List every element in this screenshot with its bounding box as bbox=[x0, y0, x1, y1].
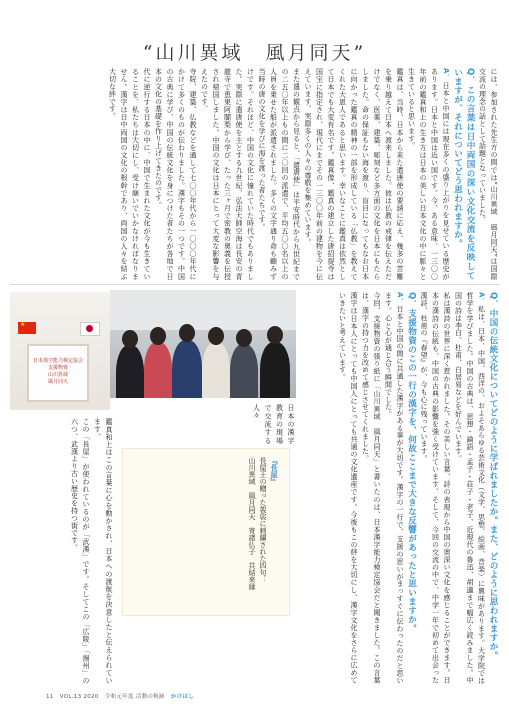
paragraph: 今回、支援物資の張り紙に「山川異域 風月同天」と書いたのは、日本漢字能力検定協会だと聞きました。この言葉は、漢字の持つ力を改めて感じさせてくれました。 bbox=[361, 292, 381, 684]
page-number: 11 bbox=[46, 694, 54, 700]
paragraph: 鑑真和上はこの言葉に心を動かされ、日本への渡航を決意したと伝えられています。 bbox=[93, 418, 113, 684]
section-label: 令和元年度 活動の軌跡 bbox=[104, 694, 165, 700]
person-head bbox=[179, 324, 195, 342]
plaque-board bbox=[27, 344, 89, 402]
person-head bbox=[122, 330, 138, 348]
person-figure bbox=[260, 342, 290, 398]
plaque-line: 日本漢字能力検定協会 bbox=[32, 358, 83, 364]
person-figure bbox=[202, 342, 230, 398]
japan-flag-icon bbox=[80, 322, 100, 336]
answer-mark: A． bbox=[396, 292, 404, 306]
answer-mark: A． bbox=[477, 292, 486, 306]
person-figure bbox=[230, 344, 258, 398]
photo-caption: 日本の漢字教育の現場で交流する人々 bbox=[252, 404, 295, 444]
page-footer bbox=[46, 692, 194, 700]
paragraph: 代に逆行する日本の中に、中国で生まれた文化が今も生きていることを、私たちは大切にし、受け継いでいかなければなりません。漢字は日中両国の文化の根幹であり、両国の人々を結ぶ大切な絆です。 bbox=[108, 68, 151, 280]
paragraph: 漢字は日本人にとっても中国人にとっても共通の文化遺産です。今後もこの絆を大切にし、漢字文化をさらに広めていきたいと考えています。 bbox=[338, 292, 358, 684]
answer bbox=[452, 292, 487, 684]
answer-text: 日本と中国の間に共通した漢字がある事が大切です。漢字の一行で、支援の思いがまっすぐに伝わったのだと思います。心と心が通じ合う瞬間でした。 bbox=[384, 292, 404, 684]
plaque-line: 支援物資 bbox=[47, 365, 68, 371]
person-figure bbox=[116, 345, 144, 398]
question-heading: Q．中国の伝統文化についてどのように学ばれましたか。また、どのように思われますか。 bbox=[488, 292, 498, 660]
lower-left-text-block bbox=[10, 418, 114, 684]
volume-label: VOL.13 2020 bbox=[59, 694, 99, 700]
person-head bbox=[267, 326, 283, 344]
plaque-line: 風月同天 bbox=[47, 379, 68, 385]
question-heading: Q．この言葉は日中両国の深い文化交流を反映していますが、それについてどう思われますか。 bbox=[452, 68, 475, 280]
paragraph: また遣の観点から見ると、「遣唐使」は平安時代から九世紀までの二五〇年以上もの間に二〇回の派遣で、平均五〇〇名以上の人員を乗せた船が派遣されました。多くの文字通り命も顧みず当時の唐の文化を学びに海を渡った者たちです。 bbox=[258, 68, 301, 280]
person-head bbox=[208, 327, 224, 345]
person-head bbox=[150, 327, 166, 345]
answer bbox=[405, 68, 451, 280]
paragraph: には、参加された先生方の間では“山川異域 風月同天”は国際交流の理念の話として話題となっていました。 bbox=[478, 68, 498, 280]
poem-line: 長屋王の贈った袈裟に刺繍された四句： bbox=[259, 457, 267, 583]
paragraph: 寺院、建築、仏教などを通して七〇〇年代から一〇〇〇年代にかけて多くのものが伝わりました。漢字もその一つです。中国の古典に学び、中国の伝統文化を身につけた者たちが各地で日本の文化の基礎を作り上げてきたのです。 bbox=[154, 68, 197, 280]
china-flag-icon bbox=[18, 322, 36, 334]
question-heading: Q．支援物資のこの一行の漢字を、何故ここまで大きな反響があったと思いますか。 bbox=[406, 292, 417, 633]
answer-text: 日本と中国には現在多くの盛り上がりを見せている歴史があります。日本と中国は近い国です。今、ある意味、一三〇〇年前の鑑真和上の生き方は日本の美しい日本文化の中に脈々と生きていると思います。 bbox=[407, 68, 450, 280]
poem-title: 『長屋』 bbox=[270, 457, 278, 485]
group-photo bbox=[110, 290, 296, 398]
poem-box bbox=[122, 448, 290, 616]
answer bbox=[382, 292, 405, 684]
person-head bbox=[236, 329, 252, 347]
paragraph: 私は漢詩の世界に深く惹かれました。その美しい言葉、詩の表現から中国の奥深い文化を感じることができます。日本の漢詩の伝統も、中国の古典の影響を強く受けています。そして、今回の交流の中で、中学一年で初めて出会った漢詩、杜甫の『春望』が、今も心に残っています。 bbox=[420, 292, 451, 684]
person-figure bbox=[144, 342, 172, 398]
answer-mark: A． bbox=[442, 68, 450, 82]
brand-logo: かけはし bbox=[170, 694, 195, 700]
page-title: “山川異域 風月同天” bbox=[142, 42, 367, 64]
person-figure bbox=[172, 340, 202, 398]
middle-text-block bbox=[120, 404, 296, 444]
answer-text: 私は、日本、中国、西洋の、およそあらゆる芸術文化（文学、思想、絵画、音楽）に興味があります。大学院では哲学を学びました。中国の古典は、思想・論語・孟子・荘子・老子、近現代の魯迅、胡適まで幅広く読みました。中国の詩は李白、杜甫、白居易などを好んでいます。 bbox=[454, 292, 486, 684]
photo-wall bbox=[110, 290, 296, 330]
poem-verse: 山川異域 風月同天 寄諸仏子 共結来縁 bbox=[248, 457, 256, 590]
lower-text-block bbox=[299, 292, 499, 684]
paragraph: けです。それほど、中国の文化に憧れていた時代でもありました。実際に遣唐使を主とする九世紀、弘法大師空海は長安の青龍寺で恵果阿闍梨から学び、たった三ヶ月で密教の奥義を伝授され帰国しました。中国の文化は日本にとって大変な影響を与えたのです。 bbox=[200, 68, 255, 280]
paragraph: この「長屋」が使われているのが「武漢」です。そしてこの「広陵」「揚州」の六つ、武漢より古い歴史を持つ街です。 bbox=[70, 418, 90, 684]
plaque-line: 山川異域 bbox=[47, 372, 68, 378]
support-plaque-photo bbox=[10, 292, 110, 410]
divider bbox=[10, 284, 500, 285]
paragraph: 鑑真は、当時、日本から来た遣唐使の要請に応え、幾多の苦難を乗り越えて日本へ渡来しました。彼は仏教の戒律を伝えただけでなく、医薬、建築、彫刻など多方面の文化を日本にもたらしました。命の保証もない海を渡り、盲目になってもなお日本に向かった鑑真の精神の一部を形成している「仏教」を教えてくれた大恩人であると思います。幸いなことに鑑真は依然として日本でも大変有名です。鑑真像、鑑真の建立した唐招提寺は国宝に指定され、現代にまでその一三〇〇年前の建物を今に伝えています。実際多くの人々の尊敬を集めています。 bbox=[304, 68, 404, 280]
upper-text-block bbox=[11, 68, 499, 280]
